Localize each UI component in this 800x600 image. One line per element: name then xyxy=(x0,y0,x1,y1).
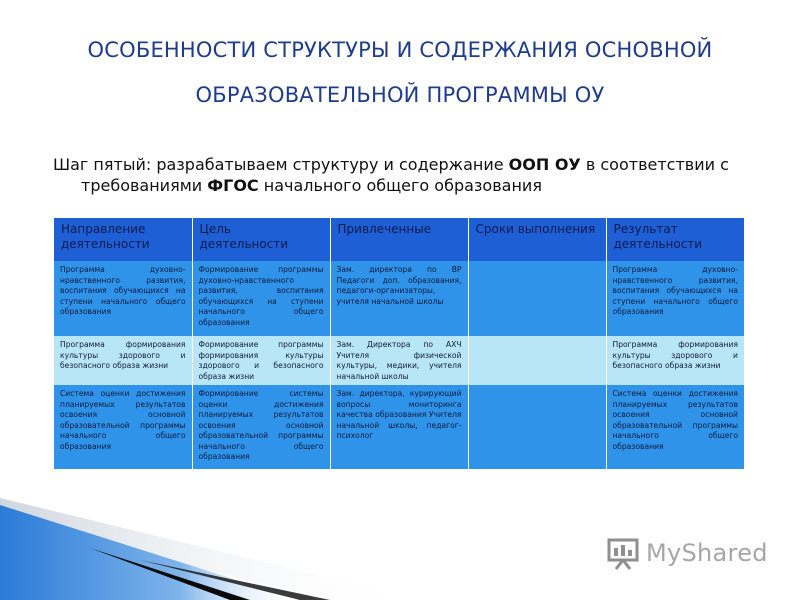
header-goal: Цель деятельности xyxy=(192,218,330,261)
header-involved: Привлеченные xyxy=(330,218,468,261)
myshared-watermark xyxy=(606,536,768,570)
table-cell xyxy=(468,261,606,336)
table-cell: Формирование системы оценки достижения планируемых результатов освоения основной образовательной программы начального общего образования xyxy=(192,385,330,469)
table-header-row xyxy=(54,218,744,261)
subtitle-bold-fgos: ФГОС xyxy=(207,176,259,195)
table-cell: Зам. директора по ВР Педагоги доп. образования, педагоги-организаторы, учителя начальной школы xyxy=(330,261,468,336)
header-direction: Направление деятельности xyxy=(54,218,192,261)
watermark-text: MyShared xyxy=(646,539,768,567)
table-cell: Формирование программы духовно-нравственного развития, воспитания обучающихся на ступени начального общего образования xyxy=(192,261,330,336)
table-cell: Формирование программы формирования культуры здорового и безопасного образа жизни xyxy=(192,336,330,385)
subtitle-prefix: Шаг пятый: разрабатываем структуру и содержание xyxy=(53,155,509,174)
subtitle-line2-suffix: начального общего образования xyxy=(258,176,542,195)
table-row xyxy=(54,385,744,469)
table-cell xyxy=(468,385,606,469)
subtitle-mid: в соответствии с xyxy=(580,155,729,174)
header-result: Результат деятельности xyxy=(606,218,744,261)
table-cell: Зам. директора, курирующий вопросы мониторинга качества образования Учителя начальной школы, педагог-психолог xyxy=(330,385,468,469)
program-structure-table xyxy=(54,218,744,469)
table-cell xyxy=(468,336,606,385)
table-cell: Система оценки достижения планируемых результатов освоения основной образовательной программы начального общего образования xyxy=(606,385,744,469)
subtitle-line-2 xyxy=(53,175,758,196)
presentation-board-icon xyxy=(606,536,640,570)
slide-title-line-1: ОСОБЕННОСТИ СТРУКТУРЫ И СОДЕРЖАНИЯ ОСНОВНОЙ xyxy=(87,38,713,62)
table-cell: Программа духовно-нравственного развития, воспитания обучающихся на ступени начального общего образования xyxy=(606,261,744,336)
table-cell: Система оценки достижения планируемых результатов освоения основной образовательной программы начального общего образования xyxy=(54,385,192,469)
table-cell: Зам. Директора по АХЧ Учителя физической культуры, медики, учителя начальной школы xyxy=(330,336,468,385)
table-cell: Программа формирования культуры здорового и безопасного образа жизни xyxy=(606,336,744,385)
table-cell: Программа духовно-нравственного развития, воспитания обучающихся на ступени начального общего образования xyxy=(54,261,192,336)
header-deadlines: Сроки выполнения xyxy=(468,218,606,261)
slide-subtitle xyxy=(53,154,758,196)
table-row xyxy=(54,261,744,336)
subtitle-line2-prefix: требованиями xyxy=(81,176,208,195)
subtitle-bold-oop: ООП ОУ xyxy=(508,155,581,174)
table-cell: Программа формирования культуры здорового и безопасного образа жизни xyxy=(54,336,192,385)
table-row xyxy=(54,336,744,385)
slide-title-line-2: ОБРАЗОВАТЕЛЬНОЙ ПРОГРАММЫ ОУ xyxy=(195,83,605,107)
